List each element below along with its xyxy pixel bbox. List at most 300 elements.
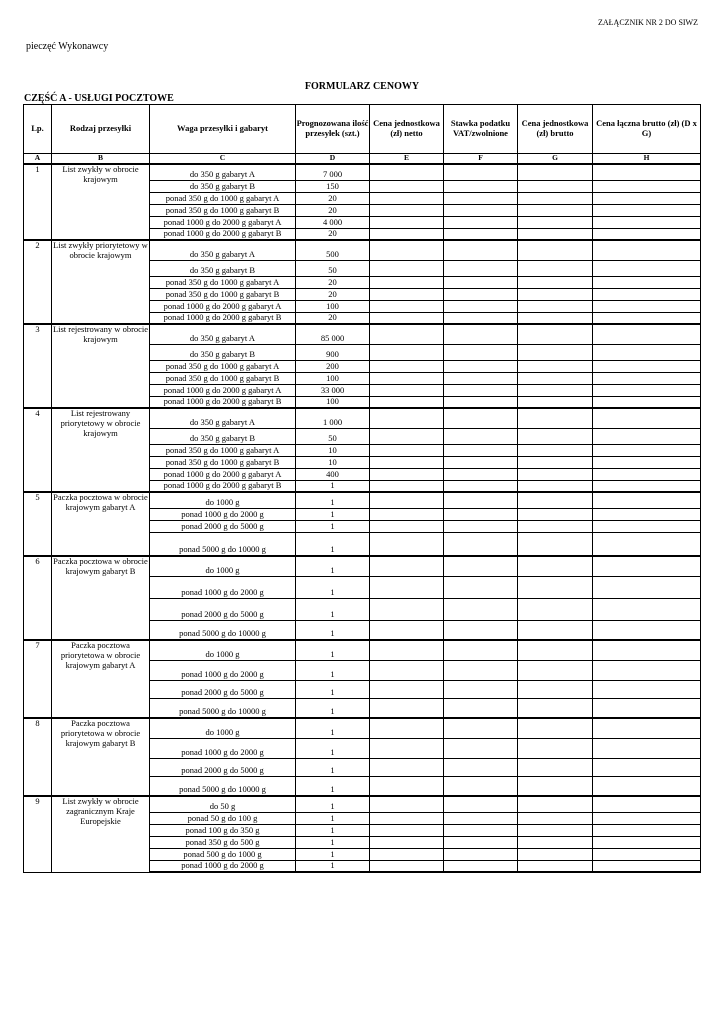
total-gross-cell[interactable] [593,444,701,456]
weight-class: ponad 350 g do 1000 g gabaryt A [150,276,296,288]
shipment-type: List rejestrowany w obrocie krajowym [52,324,150,408]
gross-price-cell[interactable] [518,698,593,718]
vat-rate-cell[interactable] [444,824,518,836]
gross-price-cell[interactable] [518,468,593,480]
forecast-quantity: 1 [296,848,370,860]
net-price-cell[interactable] [370,532,444,556]
total-gross-cell[interactable] [593,598,701,620]
weight-class: do 350 g gabaryt B [150,428,296,444]
total-gross-cell[interactable] [593,312,701,324]
col-header-lp: Lp. [24,105,52,154]
col-letter: B [52,154,150,165]
net-price-cell[interactable] [370,718,444,738]
net-price-cell[interactable] [370,556,444,576]
vat-rate-cell[interactable] [444,532,518,556]
net-price-cell[interactable] [370,758,444,776]
weight-class: ponad 350 g do 1000 g gabaryt A [150,444,296,456]
vat-rate-cell[interactable] [444,288,518,300]
forecast-quantity: 7 000 [296,164,370,180]
net-price-cell[interactable] [370,240,444,260]
total-gross-cell[interactable] [593,640,701,660]
weight-class: do 1000 g [150,556,296,576]
weight-class: ponad 350 g do 1000 g gabaryt B [150,372,296,384]
net-price-cell[interactable] [370,324,444,344]
net-price-cell[interactable] [370,192,444,204]
col-header-quantity: Prognozowana ilość przesyłek (szt.) [296,105,370,154]
gross-price-cell[interactable] [518,848,593,860]
net-price-cell[interactable] [370,444,444,456]
gross-price-cell[interactable] [518,680,593,698]
forecast-quantity: 50 [296,260,370,276]
weight-class: ponad 1000 g do 2000 g [150,576,296,598]
total-gross-cell[interactable] [593,192,701,204]
gross-price-cell[interactable] [518,344,593,360]
weight-class: do 350 g gabaryt A [150,324,296,344]
gross-price-cell[interactable] [518,288,593,300]
row-number: 5 [24,492,52,556]
vat-rate-cell[interactable] [444,444,518,456]
net-price-cell[interactable] [370,372,444,384]
total-gross-cell[interactable] [593,776,701,796]
row-number: 8 [24,718,52,796]
gross-price-cell[interactable] [518,324,593,344]
weight-class: ponad 350 g do 1000 g gabaryt B [150,204,296,216]
vat-rate-cell[interactable] [444,576,518,598]
net-price-cell[interactable] [370,812,444,824]
forecast-quantity: 1 [296,508,370,520]
total-gross-cell[interactable] [593,228,701,240]
gross-price-cell[interactable] [518,276,593,288]
gross-price-cell[interactable] [518,812,593,824]
weight-class: do 350 g gabaryt B [150,344,296,360]
forecast-quantity: 85 000 [296,324,370,344]
net-price-cell[interactable] [370,204,444,216]
table-row [24,408,701,428]
gross-price-cell[interactable] [518,824,593,836]
total-gross-cell[interactable] [593,660,701,680]
vat-rate-cell[interactable] [444,758,518,776]
net-price-cell[interactable] [370,796,444,812]
forecast-quantity: 1 [296,812,370,824]
net-price-cell[interactable] [370,848,444,860]
weight-class: ponad 350 g do 500 g [150,836,296,848]
weight-class: ponad 350 g do 1000 g gabaryt B [150,288,296,300]
weight-class: do 350 g gabaryt B [150,180,296,192]
col-header-vat-rate: Stawka podatku VAT/zwolnione [444,105,518,154]
vat-rate-cell[interactable] [444,620,518,640]
total-gross-cell[interactable] [593,456,701,468]
table-row [24,718,701,738]
weight-class: do 1000 g [150,492,296,508]
total-gross-cell[interactable] [593,680,701,698]
forecast-quantity: 1 [296,532,370,556]
weight-class: ponad 1000 g do 2000 g gabaryt A [150,384,296,396]
net-price-cell[interactable] [370,660,444,680]
vat-rate-cell[interactable] [444,698,518,718]
forecast-quantity: 1 [296,738,370,758]
net-price-cell[interactable] [370,860,444,872]
gross-price-cell[interactable] [518,520,593,532]
net-price-cell[interactable] [370,468,444,480]
total-gross-cell[interactable] [593,758,701,776]
net-price-cell[interactable] [370,492,444,508]
forecast-quantity: 1 [296,718,370,738]
table-row [24,492,701,508]
gross-price-cell[interactable] [518,260,593,276]
col-header-gross-price: Cena jednostkowa (zł) brutto [518,105,593,154]
total-gross-cell[interactable] [593,164,701,180]
gross-price-cell[interactable] [518,532,593,556]
forecast-quantity: 1 [296,836,370,848]
forecast-quantity: 1 [296,660,370,680]
vat-rate-cell[interactable] [444,228,518,240]
price-table-body [24,164,701,872]
total-gross-cell[interactable] [593,556,701,576]
net-price-cell[interactable] [370,288,444,300]
net-price-cell[interactable] [370,408,444,428]
gross-price-cell[interactable] [518,228,593,240]
net-price-cell[interactable] [370,576,444,598]
total-gross-cell[interactable] [593,324,701,344]
forecast-quantity: 20 [296,228,370,240]
gross-price-cell[interactable] [518,776,593,796]
forecast-quantity: 100 [296,372,370,384]
gross-price-cell[interactable] [518,556,593,576]
vat-rate-cell[interactable] [444,848,518,860]
net-price-cell[interactable] [370,520,444,532]
vat-rate-cell[interactable] [444,260,518,276]
part-title: CZĘŚĆ A - USŁUGI POCZTOWE [24,93,174,104]
net-price-cell[interactable] [370,180,444,192]
total-gross-cell[interactable] [593,812,701,824]
vat-rate-cell[interactable] [444,738,518,758]
table-row [24,240,701,260]
weight-class: ponad 100 g do 350 g [150,824,296,836]
total-gross-cell[interactable] [593,836,701,848]
weight-class: ponad 1000 g do 2000 g gabaryt B [150,312,296,324]
weight-class: do 350 g gabaryt A [150,408,296,428]
gross-price-cell[interactable] [518,192,593,204]
net-price-cell[interactable] [370,508,444,520]
total-gross-cell[interactable] [593,576,701,598]
total-gross-cell[interactable] [593,260,701,276]
forecast-quantity: 50 [296,428,370,444]
total-gross-cell[interactable] [593,520,701,532]
gross-price-cell[interactable] [518,372,593,384]
vat-rate-cell[interactable] [444,796,518,812]
gross-price-cell[interactable] [518,428,593,444]
total-gross-cell[interactable] [593,738,701,758]
gross-price-cell[interactable] [518,300,593,312]
row-number: 2 [24,240,52,324]
gross-price-cell[interactable] [518,492,593,508]
net-price-cell[interactable] [370,836,444,848]
forecast-quantity: 1 [296,620,370,640]
col-letter: E [370,154,444,165]
total-gross-cell[interactable] [593,698,701,718]
forecast-quantity: 100 [296,300,370,312]
forecast-quantity: 1 [296,480,370,492]
shipment-type: Paczka pocztowa w obrocie krajowym gabaryt A [52,492,150,556]
col-letter: G [518,154,593,165]
vat-rate-cell[interactable] [444,216,518,228]
gross-price-cell[interactable] [518,204,593,216]
net-price-cell[interactable] [370,776,444,796]
forecast-quantity: 1 [296,776,370,796]
weight-class: ponad 5000 g do 10000 g [150,698,296,718]
weight-class: do 1000 g [150,718,296,738]
column-letters-row [24,154,701,165]
vat-rate-cell[interactable] [444,408,518,428]
total-gross-cell[interactable] [593,468,701,480]
vat-rate-cell[interactable] [444,718,518,738]
vat-rate-cell[interactable] [444,776,518,796]
total-gross-cell[interactable] [593,408,701,428]
vat-rate-cell[interactable] [444,468,518,480]
weight-class: ponad 2000 g do 5000 g [150,598,296,620]
forecast-quantity: 1 [296,758,370,776]
gross-price-cell[interactable] [518,508,593,520]
net-price-cell[interactable] [370,360,444,372]
vat-rate-cell[interactable] [444,240,518,260]
gross-price-cell[interactable] [518,758,593,776]
table-row [24,164,701,180]
weight-class: ponad 1000 g do 2000 g [150,738,296,758]
row-number: 6 [24,556,52,640]
weight-class: ponad 50 g do 100 g [150,812,296,824]
vat-rate-cell[interactable] [444,860,518,872]
forecast-quantity: 1 [296,640,370,660]
gross-price-cell[interactable] [518,312,593,324]
net-price-cell[interactable] [370,680,444,698]
table-row [24,556,701,576]
vat-rate-cell[interactable] [444,640,518,660]
net-price-cell[interactable] [370,260,444,276]
forecast-quantity: 100 [296,396,370,408]
gross-price-cell[interactable] [518,860,593,872]
forecast-quantity: 20 [296,192,370,204]
total-gross-cell[interactable] [593,300,701,312]
weight-class: ponad 2000 g do 5000 g [150,680,296,698]
total-gross-cell[interactable] [593,288,701,300]
vat-rate-cell[interactable] [444,300,518,312]
total-gross-cell[interactable] [593,384,701,396]
total-gross-cell[interactable] [593,276,701,288]
vat-rate-cell[interactable] [444,836,518,848]
forecast-quantity: 33 000 [296,384,370,396]
gross-price-cell[interactable] [518,240,593,260]
total-gross-cell[interactable] [593,848,701,860]
total-gross-cell[interactable] [593,372,701,384]
weight-class: ponad 1000 g do 2000 g gabaryt B [150,228,296,240]
total-gross-cell[interactable] [593,396,701,408]
gross-price-cell[interactable] [518,164,593,180]
gross-price-cell[interactable] [518,360,593,372]
col-header-net-price: Cena jednostkowa (zł) netto [370,105,444,154]
total-gross-cell[interactable] [593,620,701,640]
total-gross-cell[interactable] [593,204,701,216]
vat-rate-cell[interactable] [444,312,518,324]
forecast-quantity: 1 [296,860,370,872]
vat-rate-cell[interactable] [444,204,518,216]
total-gross-cell[interactable] [593,824,701,836]
shipment-type: List zwykły priorytetowy w obrocie krajowym [52,240,150,324]
total-gross-cell[interactable] [593,428,701,444]
weight-class: ponad 350 g do 1000 g gabaryt B [150,456,296,468]
vat-rate-cell[interactable] [444,556,518,576]
gross-price-cell[interactable] [518,408,593,428]
gross-price-cell[interactable] [518,660,593,680]
vat-rate-cell[interactable] [444,680,518,698]
vat-rate-cell[interactable] [444,324,518,344]
gross-price-cell[interactable] [518,640,593,660]
vat-rate-cell[interactable] [444,520,518,532]
gross-price-cell[interactable] [518,216,593,228]
forecast-quantity: 1 [296,698,370,718]
total-gross-cell[interactable] [593,216,701,228]
gross-price-cell[interactable] [518,444,593,456]
shipment-type: List rejestrowany priorytetowy w obrocie krajowym [52,408,150,492]
row-number: 4 [24,408,52,492]
table-row [24,324,701,344]
weight-class: do 350 g gabaryt A [150,164,296,180]
vat-rate-cell[interactable] [444,598,518,620]
net-price-cell[interactable] [370,698,444,718]
row-number: 7 [24,640,52,718]
col-letter: F [444,154,518,165]
forecast-quantity: 10 [296,444,370,456]
col-header-total-gross: Cena łączna brutto (zł) (D x G) [593,105,701,154]
annex-label: ZAŁĄCZNIK NR 2 DO SIWZ [598,18,698,27]
total-gross-cell[interactable] [593,180,701,192]
forecast-quantity: 1 [296,576,370,598]
header-row [24,105,701,154]
vat-rate-cell[interactable] [444,456,518,468]
gross-price-cell[interactable] [518,738,593,758]
shipment-type: Paczka pocztowa w obrocie krajowym gabaryt B [52,556,150,640]
col-header-type: Rodzaj przesyłki [52,105,150,154]
total-gross-cell[interactable] [593,532,701,556]
gross-price-cell[interactable] [518,836,593,848]
forecast-quantity: 1 [296,598,370,620]
total-gross-cell[interactable] [593,480,701,492]
gross-price-cell[interactable] [518,456,593,468]
weight-class: ponad 1000 g do 2000 g [150,660,296,680]
total-gross-cell[interactable] [593,796,701,812]
total-gross-cell[interactable] [593,860,701,872]
gross-price-cell[interactable] [518,180,593,192]
vat-rate-cell[interactable] [444,396,518,408]
weight-class: ponad 350 g do 1000 g gabaryt A [150,360,296,372]
gross-price-cell[interactable] [518,718,593,738]
vat-rate-cell[interactable] [444,508,518,520]
col-letter: A [24,154,52,165]
net-price-cell[interactable] [370,164,444,180]
vat-rate-cell[interactable] [444,428,518,444]
shipment-type: List zwykły w obrocie krajowym [52,164,150,240]
vat-rate-cell[interactable] [444,192,518,204]
col-header-weight: Waga przesyłki i gabaryt [150,105,296,154]
vat-rate-cell[interactable] [444,660,518,680]
gross-price-cell[interactable] [518,396,593,408]
weight-class: ponad 1000 g do 2000 g [150,508,296,520]
net-price-cell[interactable] [370,480,444,492]
net-price-cell[interactable] [370,738,444,758]
forecast-quantity: 1 [296,680,370,698]
row-number: 3 [24,324,52,408]
net-price-cell[interactable] [370,276,444,288]
table-row [24,796,701,812]
weight-class: ponad 2000 g do 5000 g [150,758,296,776]
total-gross-cell[interactable] [593,492,701,508]
total-gross-cell[interactable] [593,508,701,520]
forecast-quantity: 150 [296,180,370,192]
gross-price-cell[interactable] [518,384,593,396]
vat-rate-cell[interactable] [444,180,518,192]
form-title: FORMULARZ CENOWY [304,81,420,92]
vat-rate-cell[interactable] [444,384,518,396]
gross-price-cell[interactable] [518,480,593,492]
vat-rate-cell[interactable] [444,372,518,384]
forecast-quantity: 1 [296,520,370,532]
total-gross-cell[interactable] [593,240,701,260]
weight-class: do 350 g gabaryt B [150,260,296,276]
total-gross-cell[interactable] [593,718,701,738]
net-price-cell[interactable] [370,598,444,620]
vat-rate-cell[interactable] [444,480,518,492]
forecast-quantity: 1 [296,796,370,812]
net-price-cell[interactable] [370,824,444,836]
weight-class: ponad 5000 g do 10000 g [150,532,296,556]
vat-rate-cell[interactable] [444,344,518,360]
gross-price-cell[interactable] [518,598,593,620]
net-price-cell[interactable] [370,428,444,444]
net-price-cell[interactable] [370,228,444,240]
forecast-quantity: 500 [296,240,370,260]
gross-price-cell[interactable] [518,620,593,640]
table-row [24,640,701,660]
net-price-cell[interactable] [370,344,444,360]
vat-rate-cell[interactable] [444,276,518,288]
forecast-quantity: 20 [296,312,370,324]
shipment-type: List zwykły w obrocie zagranicznym Kraje Europejskie [52,796,150,872]
weight-class: do 350 g gabaryt A [150,240,296,260]
net-price-cell[interactable] [370,312,444,324]
net-price-cell[interactable] [370,300,444,312]
forecast-quantity: 1 000 [296,408,370,428]
vat-rate-cell[interactable] [444,492,518,508]
col-letter: H [593,154,701,165]
net-price-cell[interactable] [370,384,444,396]
weight-class: ponad 500 g do 1000 g [150,848,296,860]
gross-price-cell[interactable] [518,576,593,598]
net-price-cell[interactable] [370,396,444,408]
forecast-quantity: 10 [296,456,370,468]
gross-price-cell[interactable] [518,796,593,812]
vat-rate-cell[interactable] [444,812,518,824]
net-price-cell[interactable] [370,620,444,640]
net-price-cell[interactable] [370,456,444,468]
vat-rate-cell[interactable] [444,164,518,180]
weight-class: ponad 5000 g do 10000 g [150,776,296,796]
net-price-cell[interactable] [370,640,444,660]
net-price-cell[interactable] [370,216,444,228]
forecast-quantity: 4 000 [296,216,370,228]
weight-class: do 1000 g [150,640,296,660]
total-gross-cell[interactable] [593,344,701,360]
vat-rate-cell[interactable] [444,360,518,372]
total-gross-cell[interactable] [593,360,701,372]
